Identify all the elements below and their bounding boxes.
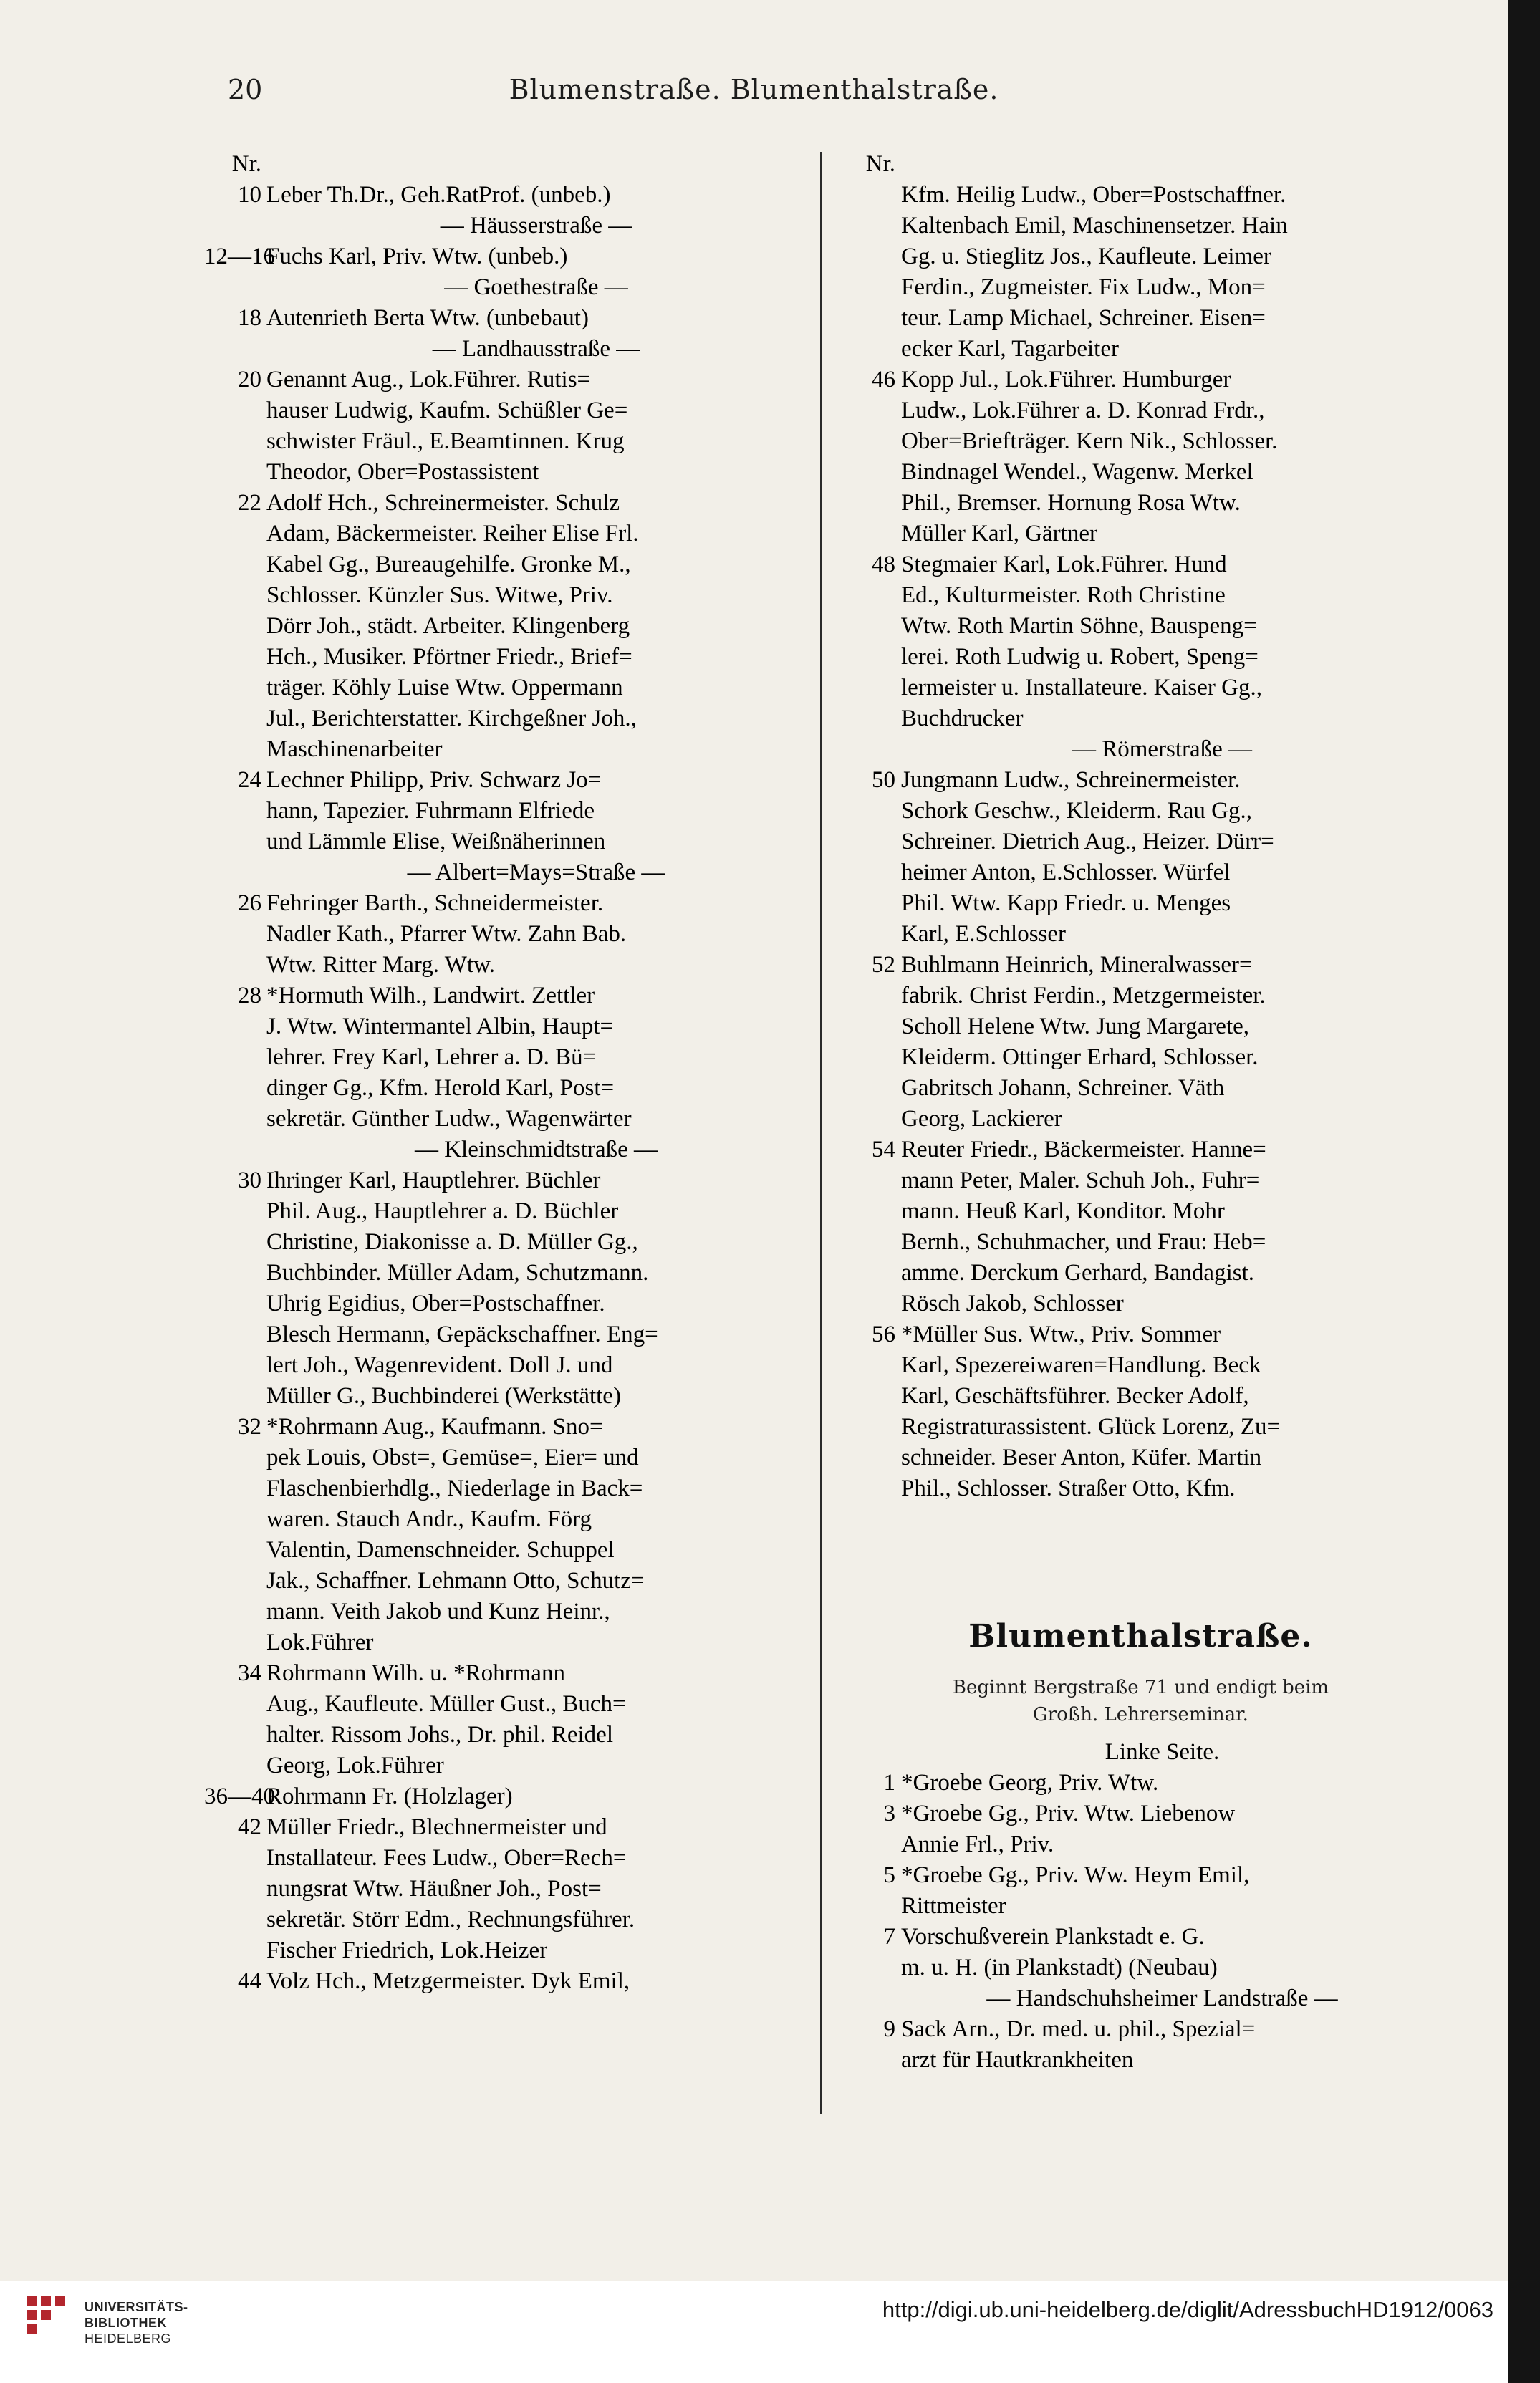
entry-text: mann Peter, Maler. Schuh Joh., Fuhr= [901,1168,1260,1193]
entry-text: Gg. u. Stieglitz Jos., Kaufleute. Leimer [901,244,1271,269]
entry-text: Schreiner. Dietrich Aug., Heizer. Dürr= [901,829,1274,854]
entry-text: Leber Th.Dr., Geh.RatProf. (unbeb.) [266,182,611,208]
entry-text: schneider. Beser Anton, Küfer. Martin [901,1445,1262,1470]
entry-line [838,549,1443,580]
entry-text: Fehringer Barth., Schneidermeister. [266,890,604,916]
entry-text: amme. Derckum Gerhard, Bandagist. [901,1260,1255,1286]
entry-text: m. u. H. (in Plankstadt) (Neubau) [901,1955,1218,1980]
entry-line [204,241,806,272]
entry-text: Phil. Aug., Hauptlehrer a. D. Büchler [266,1198,619,1224]
entry-text: heimer Anton, E.Schlosser. Würfel [901,860,1231,885]
library-logo-icon [25,2294,72,2341]
entry-text: lert Joh., Wagenrevident. Doll J. und [266,1352,613,1378]
house-number: 32 [238,1414,261,1440]
entry-text: Fuchs Karl, Priv. Wtw. (unbeb.) [266,244,568,269]
entry-line [204,1966,806,1997]
page-number: 20 [228,74,263,105]
house-number: 28 [238,983,261,1008]
entry-text: Rittmeister [901,1893,1006,1919]
entry-text: Sack Arn., Dr. med. u. phil., Spezial= [901,2016,1256,2042]
entry-line [838,611,1443,642]
entry-line [204,919,806,950]
entry-line [838,1258,1443,1289]
entry-line [838,1768,1443,1799]
cross-street: — Kleinschmidtstraße — [414,1137,658,1162]
entry-line [838,1860,1443,1891]
entry-text: lehrer. Frey Karl, Lehrer a. D. Bü= [266,1044,597,1070]
house-number: 24 [238,767,261,793]
entry-text: Wtw. Roth Martin Söhne, Bauspeng= [901,613,1257,639]
entry-line [204,1905,806,1935]
entry-line [838,457,1443,488]
entry-text: Müller Karl, Gärtner [901,521,1097,547]
entry-line [838,1381,1443,1412]
entry-line [204,1720,806,1751]
entry-text: Kfm. Heilig Ludw., Ober=Postschaffner. [901,182,1286,208]
entry-line [204,734,806,765]
entry-text: Jak., Schaffner. Lehmann Otto, Schutz= [266,1568,645,1594]
entry-line [204,426,806,457]
entry-text: Dörr Joh., städt. Arbeiter. Klingenberg [266,613,630,639]
entry-text: Aug., Kaufleute. Müller Gust., Buch= [266,1691,626,1717]
house-number: 10 [238,182,261,208]
entry-line [838,1011,1443,1042]
cross-street: — Landhausstraße — [432,336,640,362]
entry-line [204,703,806,734]
entry-line [204,303,806,334]
entry-line [204,1350,806,1381]
entry-text: Phil., Bremser. Hornung Rosa Wtw. [901,490,1241,516]
entry-line [204,149,806,180]
entry-line [838,1073,1443,1104]
entry-line [838,1443,1443,1473]
house-number: 50 [872,767,895,793]
logo-text: HEIDELBERG [85,2331,172,2346]
entry-line [204,1627,806,1658]
entry-line [204,180,806,211]
entry-text: Georg, Lackierer [901,1106,1062,1132]
entry-text: Ihringer Karl, Hauptlehrer. Büchler [266,1168,601,1193]
entry-line [838,827,1443,857]
entry-line [838,149,1443,180]
entry-line [838,1412,1443,1443]
entry-line [204,334,806,365]
entry-text: Flaschenbierhdlg., Niederlage in Back= [266,1475,643,1501]
entry-line [204,1658,806,1689]
entry-text: Buchdrucker [901,706,1024,731]
entry-line [204,1812,806,1843]
entry-text: Scholl Helene Wtw. Jung Margarete, [901,1014,1250,1039]
entry-line [204,1258,806,1289]
entry-line [204,1535,806,1566]
entry-line [204,1165,806,1196]
entry-text: Karl, Geschäftsführer. Becker Adolf, [901,1383,1249,1409]
entry-line [204,827,806,857]
entry-text: Adam, Bäckermeister. Reiher Elise Frl. [266,521,639,547]
entry-text: Buhlmann Heinrich, Mineralwasser= [901,952,1253,978]
entry-line [838,519,1443,549]
entry-line [838,857,1443,888]
entry-text: Kabel Gg., Bureaugehilfe. Gronke M., [266,552,631,577]
entry-text: Schlosser. Künzler Sus. Witwe, Priv. [266,582,613,608]
entry-line [838,580,1443,611]
entry-text: hauser Ludwig, Kaufm. Schüßler Ge= [266,398,628,423]
house-number: Nr. [865,151,895,177]
source-url[interactable]: http://digi.ub.uni-heidelberg.de/diglit/AdressbuchHD1912/0063 [882,2297,1493,2322]
entry-line [204,857,806,888]
house-number: 56 [872,1322,895,1347]
entry-text: Genannt Aug., Lok.Führer. Rutis= [266,367,591,393]
logo-text: BIBLIOTHEK [85,2316,167,2330]
entry-text: Jul., Berichterstatter. Kirchgeßner Joh., [266,706,637,731]
entry-line [204,796,806,827]
entry-line [838,1227,1443,1258]
entry-text: Phil., Schlosser. Straßer Otto, Kfm. [901,1475,1236,1501]
house-number: 20 [238,367,261,393]
entry-line [838,1042,1443,1073]
entry-line [838,703,1443,734]
entry-text: Bernh., Schuhmacher, und Frau: Heb= [901,1229,1266,1255]
entry-line [838,365,1443,395]
left-column [204,149,806,1997]
entry-text: Fischer Friedrich, Lok.Heizer [266,1937,548,1963]
entry-text: hann, Tapezier. Fuhrmann Elfriede [266,798,595,824]
entry-line [838,1983,1443,2014]
entry-text: *Müller Sus. Wtw., Priv. Sommer [901,1322,1221,1347]
entry-text: sekretär. Günther Ludw., Wagenwärter [266,1106,632,1132]
house-number: 44 [238,1968,261,1994]
entry-line [838,1922,1443,1953]
entry-line [838,796,1443,827]
entry-text: Nadler Kath., Pfarrer Wtw. Zahn Bab. [266,921,627,947]
entry-line [204,1042,806,1073]
entry-text: pek Louis, Obst=, Gemüse=, Eier= und [266,1445,639,1470]
entry-text: Theodor, Ober=Postassistent [266,459,539,485]
entry-text: Christine, Diakonisse a. D. Müller Gg., [266,1229,638,1255]
entry-line [204,1381,806,1412]
entry-line [204,1073,806,1104]
entry-text: mann. Heuß Karl, Konditor. Mohr [901,1198,1225,1224]
entry-text: Ober=Briefträger. Kern Nik., Schlosser. [901,428,1278,454]
entry-text: *Groebe Gg., Priv. Ww. Heym Emil, [901,1862,1250,1888]
entry-text: Schork Geschw., Kleiderm. Rau Gg., [901,798,1253,824]
entry-line [838,488,1443,519]
entry-line [204,1289,806,1319]
entry-text: Uhrig Egidius, Ober=Postschaffner. [266,1291,605,1316]
entry-text: Müller G., Buchbinderei (Werkstätte) [266,1383,621,1409]
house-number: 5 [883,1862,895,1888]
entry-line [838,395,1443,426]
entry-text: Autenrieth Berta Wtw. (unbebaut) [266,305,589,331]
entry-line [838,1165,1443,1196]
entry-line [204,272,806,303]
entry-line [838,642,1443,673]
house-number: 52 [872,952,895,978]
entry-text: dinger Gg., Kfm. Herold Karl, Post= [266,1075,615,1101]
entry-line [204,488,806,519]
entry-line [838,981,1443,1011]
entry-line [838,1737,1443,1768]
house-number: 36—40 [204,1783,275,1809]
cross-street: — Römerstraße — [1072,736,1253,762]
entry-line [204,1874,806,1905]
entry-line [204,981,806,1011]
entry-line [838,1829,1443,1860]
entry-line [838,211,1443,241]
entry-line [204,1843,806,1874]
house-number: 9 [883,2016,895,2042]
entry-text: nungsrat Wtw. Häußner Joh., Post= [266,1876,602,1902]
entry-line [838,1953,1443,1983]
entry-text: Gabritsch Johann, Schreiner. Väth [901,1075,1225,1101]
entry-text: Buchbinder. Müller Adam, Schutzmann. [266,1260,649,1286]
section-entries [838,1737,1443,2076]
entry-line [204,580,806,611]
entry-line [204,1319,806,1350]
entry-text: Vorschußverein Plankstadt e. G. [901,1924,1205,1950]
entry-text: Karl, E.Schlosser [901,921,1067,947]
entry-line [204,888,806,919]
entry-text: Blesch Hermann, Gepäckschaffner. Eng= [266,1322,658,1347]
cross-street: — Albert=Mays=Straße — [407,860,665,885]
entry-text: ecker Karl, Tagarbeiter [901,336,1119,362]
entry-line [838,1135,1443,1165]
entry-line [204,211,806,241]
entry-text: Kleiderm. Ottinger Erhard, Schlosser. [901,1044,1259,1070]
house-number: 42 [238,1814,261,1840]
column-divider [820,152,822,2114]
entry-line [204,365,806,395]
cross-street: Linke Seite. [1105,1739,1220,1765]
entry-line [838,241,1443,272]
entry-line [204,1566,806,1597]
entry-line [838,734,1443,765]
entry-line [204,1751,806,1781]
entry-text: Installateur. Fees Ludw., Ober=Rech= [266,1845,627,1871]
house-number: 34 [238,1660,261,1686]
entry-line [204,765,806,796]
entry-text: Volz Hch., Metzgermeister. Dyk Emil, [266,1968,630,1994]
entry-line [204,1781,806,1812]
entry-line [838,950,1443,981]
entry-text: schwister Fräul., E.Beamtinnen. Krug [266,428,625,454]
entry-line [204,1473,806,1504]
entry-line [838,888,1443,919]
entry-line [838,1473,1443,1504]
entry-line [838,303,1443,334]
entry-line [204,642,806,673]
entry-text: Kopp Jul., Lok.Führer. Humburger [901,367,1231,393]
house-number: 1 [883,1770,895,1796]
entry-line [838,426,1443,457]
entry-line [838,1104,1443,1135]
entry-text: *Rohrmann Aug., Kaufmann. Sno= [266,1414,603,1440]
entry-text: Maschinenarbeiter [266,736,443,762]
entry-line [204,1412,806,1443]
entry-text: Jungmann Ludw., Schreinermeister. [901,767,1241,793]
entry-line [204,457,806,488]
entry-text: Kaltenbach Emil, Maschinensetzer. Hain [901,213,1288,239]
entry-text: Rohrmann Fr. (Holzlager) [266,1783,513,1809]
entry-text: Georg, Lok.Führer [266,1753,444,1778]
house-number: 54 [872,1137,895,1162]
entry-text: sekretär. Störr Edm., Rechnungsführer. [266,1907,635,1932]
entry-text: mann. Veith Jakob und Kunz Heinr., [266,1599,610,1624]
entry-line [838,180,1443,211]
house-number: 3 [883,1801,895,1826]
scan-edge [1508,0,1540,2383]
entry-text: Ed., Kulturmeister. Roth Christine [901,582,1226,608]
entry-text: waren. Stauch Andr., Kaufm. Förg [266,1506,592,1532]
entry-line [204,950,806,981]
cross-street: — Handschuhsheimer Landstraße — [986,1985,1338,2011]
entry-text: fabrik. Christ Ferdin., Metzgermeister. [901,983,1266,1008]
entry-text: Hch., Musiker. Pförtner Friedr., Brief= [266,644,632,670]
entry-line [838,334,1443,365]
entry-text: Stegmaier Karl, Lok.Führer. Hund [901,552,1227,577]
footer [0,2281,1508,2383]
entry-text: Ferdin., Zugmeister. Fix Ludw., Mon= [901,274,1266,300]
entry-text: *Hormuth Wilh., Landwirt. Zettler [266,983,595,1008]
entry-text: Karl, Spezereiwaren=Handlung. Beck [901,1352,1261,1378]
entry-line [838,673,1443,703]
entry-text: lerei. Roth Ludwig u. Robert, Speng= [901,644,1259,670]
entry-text: Reuter Friedr., Bäckermeister. Hanne= [901,1137,1266,1162]
entry-line [838,2014,1443,2045]
house-number: 26 [238,890,261,916]
entry-text: Lok.Führer [266,1629,374,1655]
entry-text: Müller Friedr., Blechnermeister und [266,1814,607,1840]
entry-line [204,1935,806,1966]
entry-text: Rohrmann Wilh. u. *Rohrmann [266,1660,565,1686]
entry-line [204,1135,806,1165]
entry-text: Phil. Wtw. Kapp Friedr. u. Menges [901,890,1231,916]
cross-street: — Häusserstraße — [440,213,632,239]
entry-text: arzt für Hautkrankheiten [901,2047,1134,2073]
section-subline: Großh. Lehrerseminar. [1033,1704,1248,1725]
entry-line [838,1350,1443,1381]
section-heading: Blumenthalstraße. [968,1618,1313,1655]
entry-line [838,1799,1443,1829]
entry-line [838,1891,1443,1922]
entry-text: Lechner Philipp, Priv. Schwarz Jo= [266,767,602,793]
entry-line [204,673,806,703]
cross-street: — Goethestraße — [444,274,628,300]
entry-line [838,919,1443,950]
logo-text: UNIVERSITÄTS- [85,2300,188,2314]
entry-text: und Lämmle Elise, Weißnäherinnen [266,829,606,854]
entry-text: *Groebe Gg., Priv. Wtw. Liebenow [901,1801,1236,1826]
entry-text: Annie Frl., Priv. [901,1831,1054,1857]
entry-line [204,1689,806,1720]
house-number: 22 [238,490,261,516]
entry-text: teur. Lamp Michael, Schreiner. Eisen= [901,305,1266,331]
entry-text: träger. Köhly Luise Wtw. Oppermann [266,675,623,701]
entry-text: Rösch Jakob, Schlosser [901,1291,1124,1316]
entry-line [204,395,806,426]
house-number: 7 [883,1924,895,1950]
page-title: Blumenstraße. Blumenthalstraße. [509,74,999,105]
entry-line [204,1597,806,1627]
entry-text: lermeister u. Installateure. Kaiser Gg., [901,675,1262,701]
entry-line [838,1319,1443,1350]
entry-text: J. Wtw. Wintermantel Albin, Haupt= [266,1014,614,1039]
entry-line [838,2045,1443,2076]
house-number: 12—16 [204,244,275,269]
house-number: 48 [872,552,895,577]
entry-line [204,1227,806,1258]
entry-line [838,1196,1443,1227]
entry-text: Adolf Hch., Schreinermeister. Schulz [266,490,620,516]
right-column [838,149,1443,1504]
entry-text: Bindnagel Wendel., Wagenw. Merkel [901,459,1253,485]
section-subline: Beginnt Bergstraße 71 und endigt beim [952,1677,1329,1698]
entry-line [204,519,806,549]
entry-line [204,1011,806,1042]
entry-text: Registraturassistent. Glück Lorenz, Zu= [901,1414,1281,1440]
entry-line [204,549,806,580]
entry-text: Ludw., Lok.Führer a. D. Konrad Frdr., [901,398,1265,423]
entry-line [204,611,806,642]
entry-line [204,1443,806,1473]
entry-line [204,1104,806,1135]
house-number: Nr. [231,151,261,177]
house-number: 46 [872,367,895,393]
entry-text: Valentin, Damenschneider. Schuppel [266,1537,615,1563]
house-number: 30 [238,1168,261,1193]
entry-line [838,272,1443,303]
entry-text: halter. Rissom Johs., Dr. phil. Reidel [266,1722,613,1748]
entry-line [204,1504,806,1535]
entry-line [204,1196,806,1227]
entry-text: Wtw. Ritter Marg. Wtw. [266,952,495,978]
entry-line [838,1289,1443,1319]
entry-line [838,765,1443,796]
house-number: 18 [238,305,261,331]
entry-text: *Groebe Georg, Priv. Wtw. [901,1770,1159,1796]
